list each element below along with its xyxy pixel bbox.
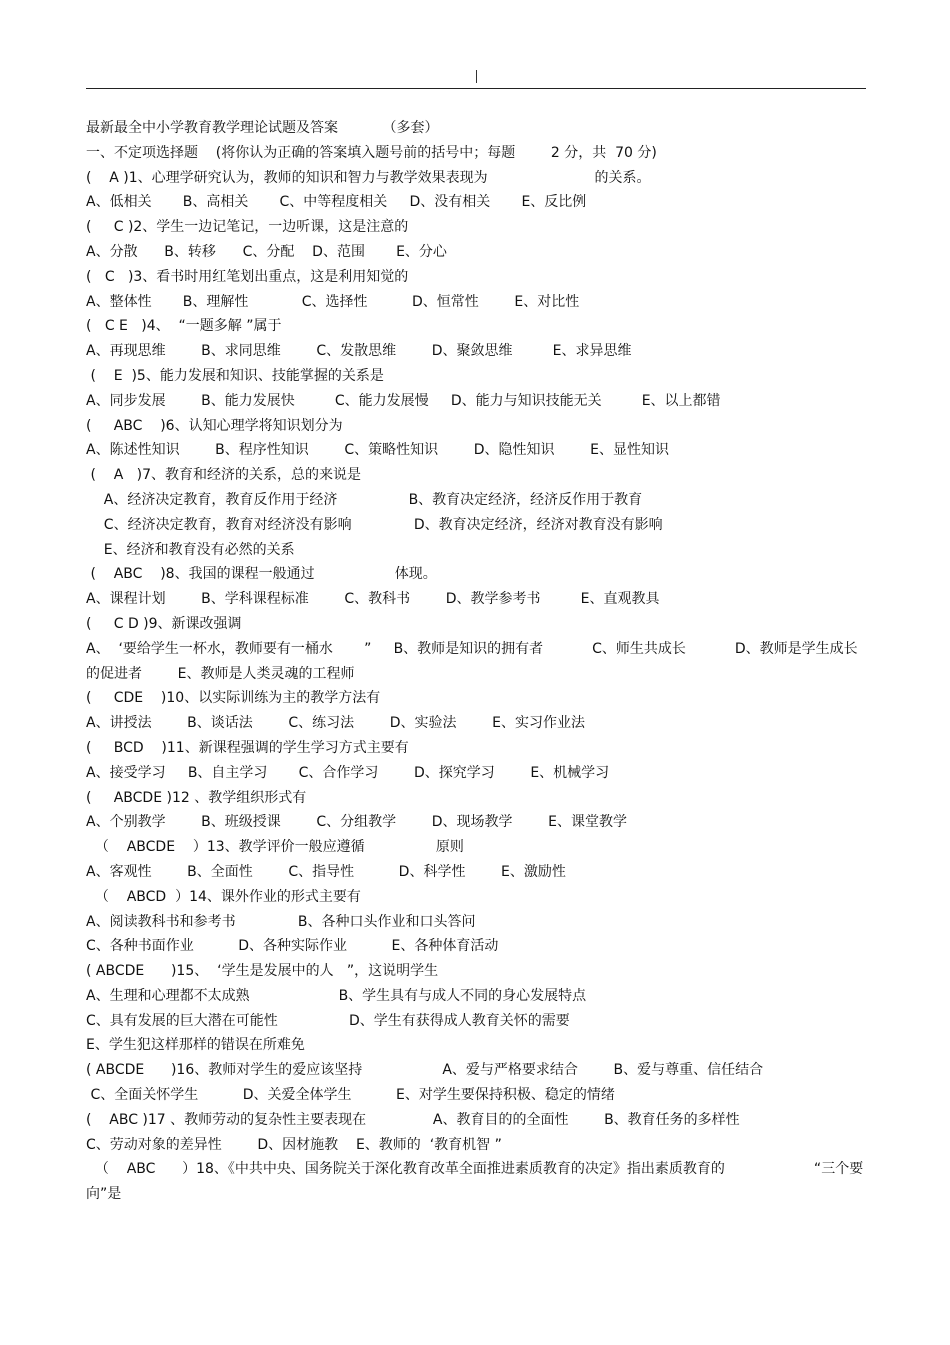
options-line: A、 ‘要给学生一杯水，教师要有一桶水 ” B、教师是知识的拥有者 C、师生共成长 D、教师是学生成长的促进者 E、教师是人类灵魂的工程师	[86, 640, 858, 682]
options-line: A、同步发展 B、能力发展快 C、能力发展慢 D、能力与知识技能无关 E、以上都错	[86, 392, 721, 409]
options-line: C、各种书面作业 D、各种实际作业 E、各种体育活动	[86, 938, 499, 955]
options-line: E、学生犯这样那样的错误在所难免	[86, 1037, 305, 1054]
question-line: ( C )2、学生一边记笔记，一边听课，这是注意的	[86, 219, 409, 236]
options-line: C、劳动对象的差异性 D、因材施教 E、教师的 ‘教育机智 ”	[86, 1136, 502, 1153]
question-line: ( CDE )10、以实际训练为主的教学方法有	[86, 690, 381, 707]
question-line: （ ABCDE ）13、教学评价一般应遵循 原则	[86, 839, 464, 856]
options-line: A、分散 B、转移 C、分配 D、范围 E、分心	[86, 243, 447, 260]
options-line: E、经济和教育没有必然的关系	[86, 541, 295, 558]
options-line: A、低相关 B、高相关 C、中等程度相关 D、没有相关 E、反比例	[86, 194, 587, 211]
options-line: A、个别教学 B、班级授课 C、分组教学 D、现场教学 E、课堂教学	[86, 814, 627, 831]
options-line: A、客观性 B、全面性 C、指导性 D、科学性 E、激励性	[86, 863, 566, 880]
question-line: ( ABCDE )16、教师对学生的爱应该坚持 A、爱与严格要求结合 B、爱与尊重、信任结合	[86, 1062, 764, 1079]
question-line: ( ABC )17 、教师劳动的复杂性主要表现在 A、教育目的的全面性 B、教育任务的多样性	[86, 1111, 740, 1128]
options-line: A、阅读教科书和参考书 B、各种口头作业和口头答问	[86, 913, 476, 930]
question-line: ( ABC )8、我国的课程一般通过 体现。	[86, 566, 437, 583]
options-line: A、课程计划 B、学科课程标准 C、教科书 D、教学参考书 E、直观教具	[86, 591, 660, 608]
section-heading: 一、不定项选择题 (将你认为正确的答案填入题号前的括号中；每题 2 分，共 70 分)	[86, 144, 657, 161]
question-line: ( A )7、教育和经济的关系，总的来说是	[86, 467, 362, 484]
options-line: A、再现思维 B、求同思维 C、发散思维 D、聚敛思维 E、求异思维	[86, 343, 632, 360]
options-line: A、经济决定教育，教育反作用于经济 B、教育决定经济，经济反作用于教育	[86, 491, 643, 508]
options-line: C、经济决定教育，教育对经济没有影响 D、教育决定经济，经济对教育没有影响	[86, 516, 663, 533]
text-cursor	[476, 70, 477, 83]
options-line: C、全面关怀学生 D、关爱全体学生 E、对学生要保持积极、稳定的情绪	[86, 1087, 615, 1104]
question-line: ( C )3、看书时用红笔划出重点，这是利用知觉的	[86, 268, 409, 285]
question-line: ( BCD )11、新课程强调的学生学习方式主要有	[86, 739, 409, 756]
options-line: A、陈述性知识 B、程序性知识 C、策略性知识 D、隐性知识 E、显性知识	[86, 442, 669, 459]
options-line: A、接受学习 B、自主学习 C、合作学习 D、探究学习 E、机械学习	[86, 764, 610, 781]
document-body	[86, 116, 866, 1207]
question-line: ( ABC )6、认知心理学将知识划分为	[86, 417, 343, 434]
question-line: ( E )5、能力发展和知识、技能掌握的关系是	[86, 367, 384, 384]
question-line: ( C D )9、新课改强调	[86, 615, 242, 632]
question-line: ( C E )4、 “一题多解 ”属于	[86, 318, 282, 335]
options-line: C、具有发展的巨大潜在可能性 D、学生有获得成人教育关怀的需要	[86, 1012, 570, 1029]
options-line: A、讲授法 B、谈话法 C、练习法 D、实验法 E、实习作业法	[86, 715, 585, 732]
question-line: （ ABC ）18、《中共中央、国务院关于深化教育改革全面推进素质教育的决定》指出素质教育的 “三个要向”是	[86, 1161, 864, 1203]
question-line: （ ABCD ）14、课外作业的形式主要有	[86, 888, 361, 905]
question-line: ( ABCDE )12 、教学组织形式有	[86, 789, 307, 806]
question-line: ( A )1、心理学研究认为，教师的知识和智力与教学效果表现为 的关系。	[86, 169, 651, 186]
header-rule	[86, 88, 866, 89]
options-line: A、整体性 B、理解性 C、选择性 D、恒常性 E、对比性	[86, 293, 580, 310]
question-line: ( ABCDE )15、 ‘学生是发展中的人 ”，这说明学生	[86, 963, 439, 980]
options-line: A、生理和心理都不太成熟 B、学生具有与成人不同的身心发展特点	[86, 987, 587, 1004]
doc-title: 最新最全中小学教育教学理论试题及答案 （多套）	[86, 120, 439, 136]
